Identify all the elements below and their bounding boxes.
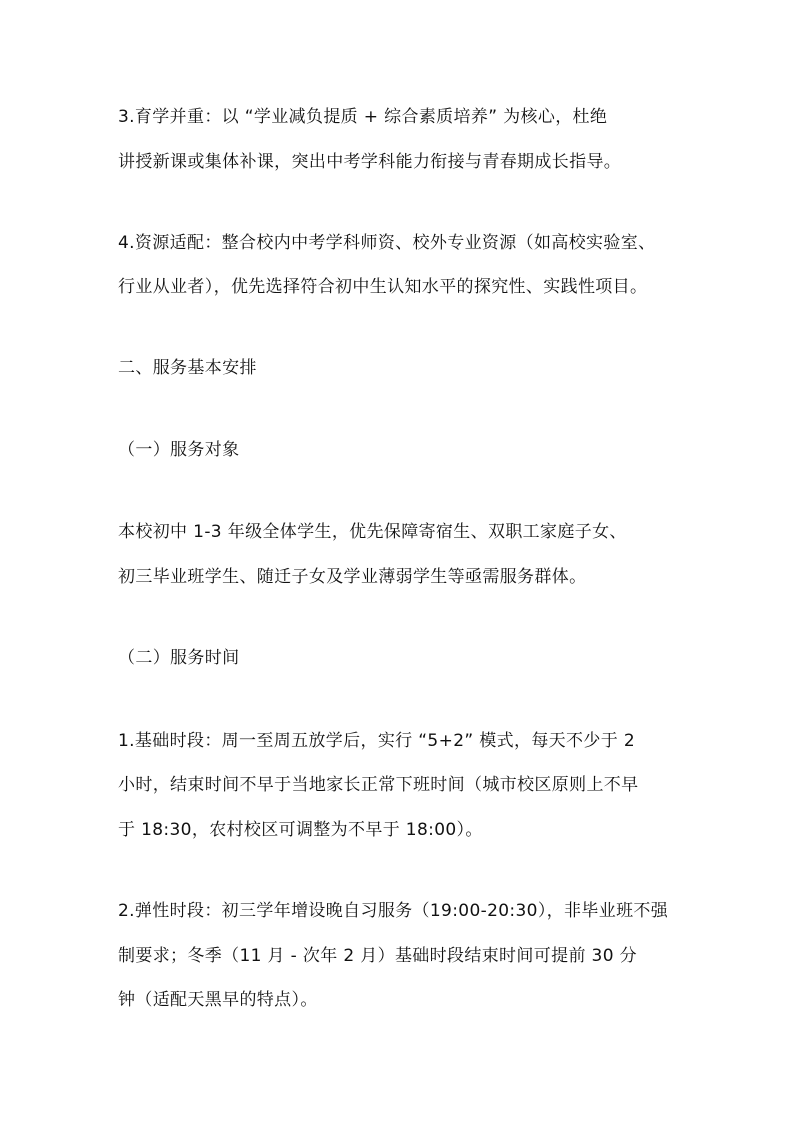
- subsection-heading-service-target: （一）服务对象: [118, 440, 240, 460]
- target-paragraph-line-2: 初三毕业班学生、随迁子女及学业薄弱学生等亟需服务群体。: [118, 567, 587, 587]
- paragraph-3-line-1: 3.育学并重：以 “学业减负提质 + 综合素质培养” 为核心，杜绝: [118, 107, 608, 127]
- flexible-period-line-1: 2.弹性时段：初三学年增设晚自习服务（19:00-20:30），非毕业班不强: [118, 901, 669, 921]
- basic-period-line-1: 1.基础时段：周一至周五放学后，实行 “5+2” 模式，每天不少于 2: [118, 731, 635, 751]
- basic-period-line-2: 小时，结束时间不早于当地家长正常下班时间（城市校区原则上不早: [118, 775, 639, 795]
- paragraph-4-line-2: 行业从业者），优先选择符合初中生认知水平的探究性、实践性项目。: [118, 277, 648, 297]
- flexible-period-line-2: 制要求；冬季（11 月 - 次年 2 月）基础时段结束时间可提前 30 分: [118, 946, 637, 966]
- section-heading: 二、服务基本安排: [118, 358, 257, 378]
- subsection-heading-service-time: （二）服务时间: [118, 648, 240, 668]
- paragraph-4-line-1: 4.资源适配：整合校内中考学科师资、校外专业资源（如高校实验室、: [118, 233, 656, 253]
- flexible-period-line-3: 钟（适配天黑早的特点）。: [118, 990, 318, 1010]
- basic-period-line-3: 于 18:30，农村校区可调整为不早于 18:00）。: [118, 820, 483, 840]
- paragraph-3-line-2: 讲授新课或集体补课，突出中考学科能力衔接与青春期成长指导。: [118, 152, 622, 172]
- target-paragraph-line-1: 本校初中 1-3 年级全体学生，优先保障寄宿生、双职工家庭子女、: [118, 522, 627, 542]
